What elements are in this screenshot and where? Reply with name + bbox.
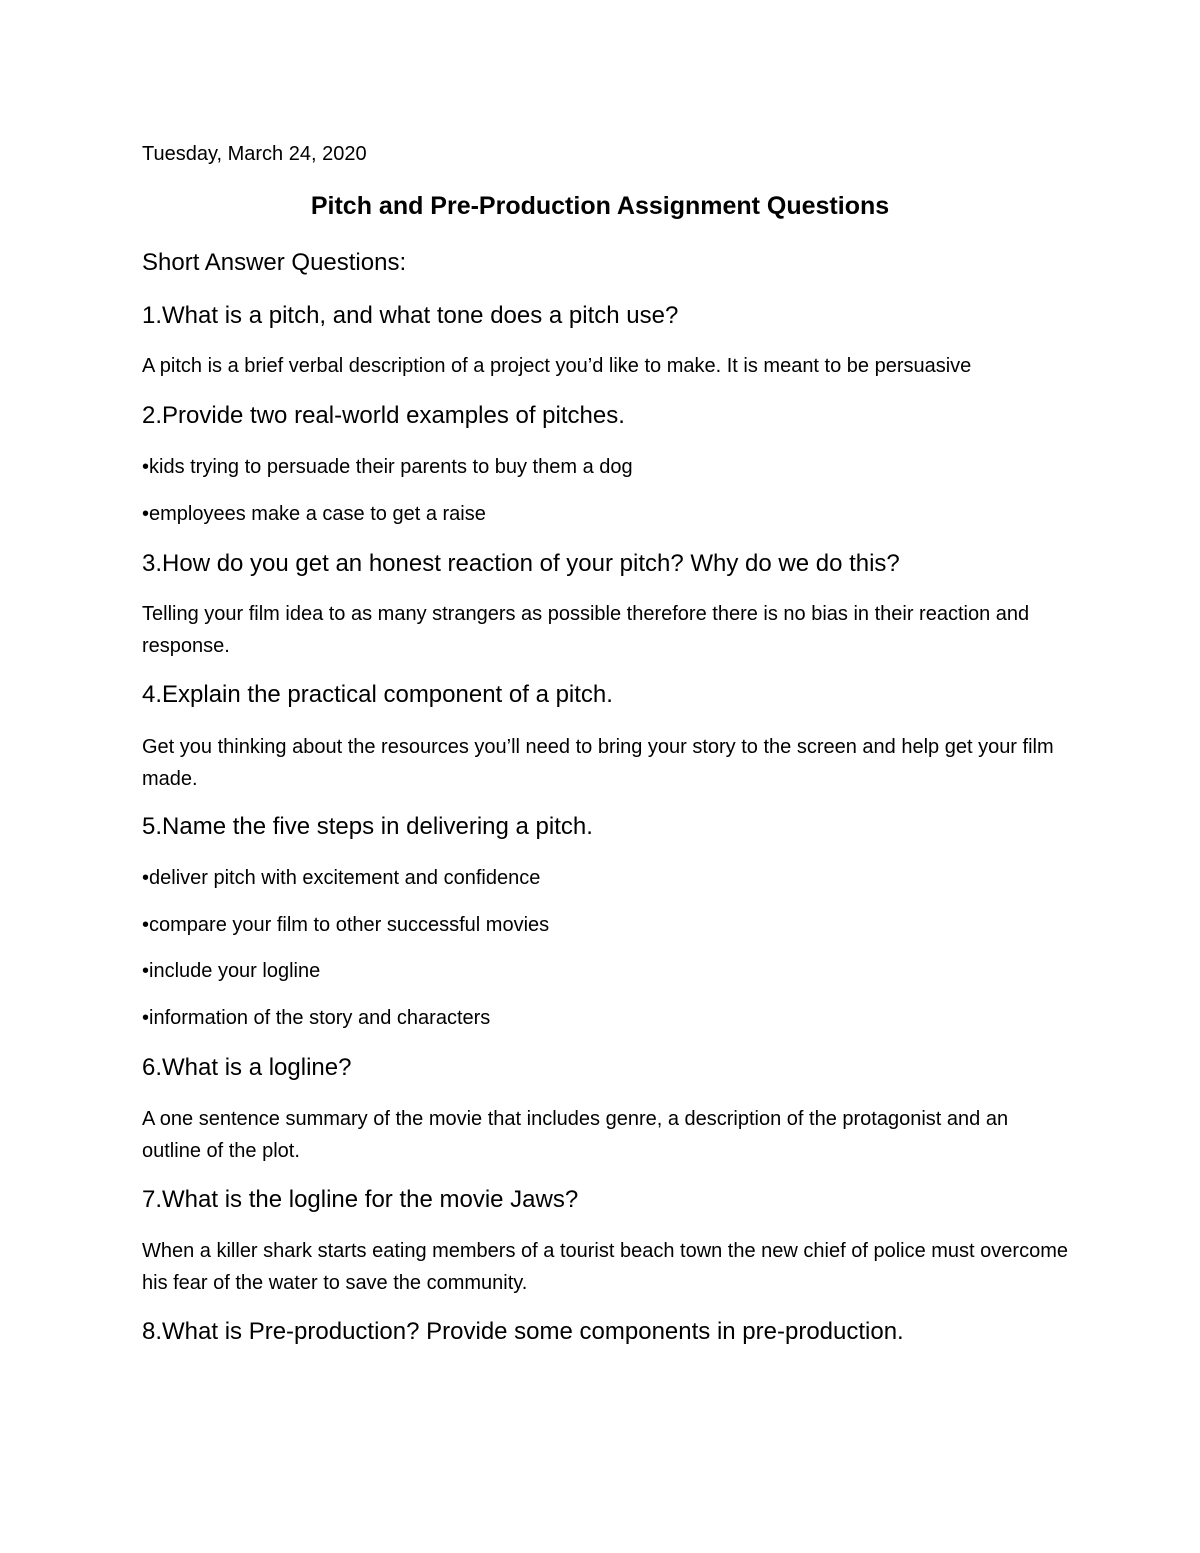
- answer-2-bullet-2: •employees make a case to get a raise: [142, 503, 486, 525]
- answer-2-bullet-1: •kids trying to persuade their parents to buy them a dog: [142, 456, 633, 478]
- answer-1: A pitch is a brief verbal description of a project you’d like to make. It is meant to be persuasive: [142, 355, 972, 377]
- document-date: Tuesday, March 24, 2020: [142, 143, 367, 165]
- answer-5-bullet-2: •compare your film to other successful movies: [142, 914, 550, 936]
- section-heading: Short Answer Questions:: [142, 249, 407, 276]
- answer-6: A one sentence summary of the movie that includes genre, a description of the protagonist and an outline of the plot.: [142, 1108, 1009, 1162]
- answer-5-bullet-3: •include your logline: [142, 960, 321, 982]
- question-1: 1.What is a pitch, and what tone does a pitch use?: [142, 302, 679, 329]
- question-4: 4.Explain the practical component of a pitch.: [142, 681, 613, 708]
- question-8: 8.What is Pre-production? Provide some components in pre-production.: [142, 1318, 904, 1345]
- answer-5-bullet-1: •deliver pitch with excitement and confidence: [142, 867, 541, 889]
- question-2: 2.Provide two real-world examples of pitches.: [142, 402, 625, 429]
- question-5: 5.Name the five steps in delivering a pitch.: [142, 813, 593, 840]
- document-title: Pitch and Pre-Production Assignment Questions: [310, 192, 890, 220]
- question-3: 3.How do you get an honest reaction of your pitch? Why do we do this?: [142, 550, 900, 577]
- answer-3: Telling your film idea to as many strangers as possible therefore there is no bias in their reaction and response.: [142, 603, 1030, 657]
- answer-7: When a killer shark starts eating members of a tourist beach town the new chief of police must overcome his fear of the water to save the community.: [142, 1240, 1068, 1294]
- answer-5-bullet-4: •information of the story and characters: [142, 1007, 491, 1029]
- question-6: 6.What is a logline?: [142, 1054, 352, 1081]
- answer-4: Get you thinking about the resources you’ll need to bring your story to the screen and help get your film made.: [142, 736, 1054, 790]
- question-7: 7.What is the logline for the movie Jaws?: [142, 1186, 579, 1213]
